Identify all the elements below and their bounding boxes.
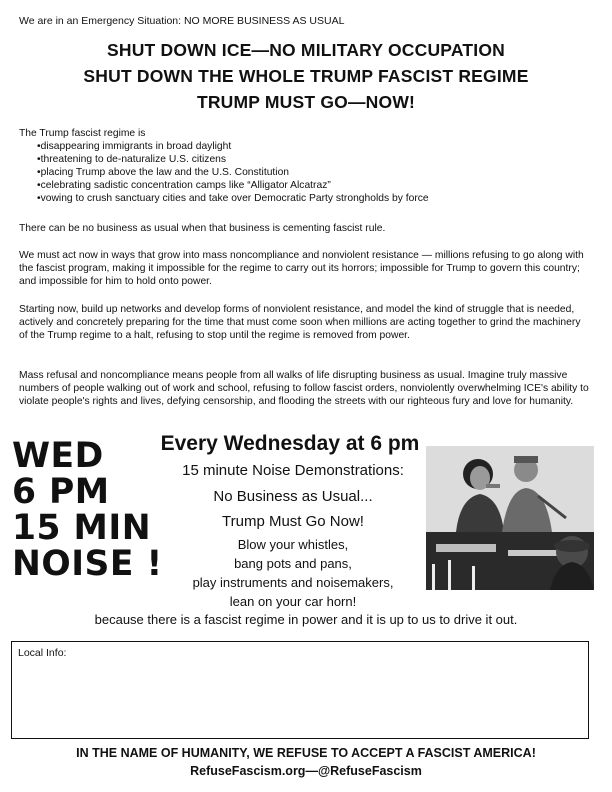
bullet-item: • threatening to de-naturalize U.S. citizens — [37, 153, 591, 166]
center-line: Blow your whistles, — [237, 537, 349, 552]
bullet-list — [19, 140, 591, 205]
center-line: Trump Must Go Now! — [222, 513, 364, 530]
center-line: 15 minute Noise Demonstrations: — [182, 462, 404, 479]
footer-website[interactable]: RefuseFascism.org—@RefuseFascism — [190, 764, 422, 778]
headline-1: SHUT DOWN ICE—NO MILITARY OCCUPATION — [106, 40, 506, 60]
center-line: No Business as Usual... — [213, 488, 373, 505]
footer-slogan: IN THE NAME OF HUMANITY, WE REFUSE TO ACCEPT A FASCIST AMERICA! — [76, 746, 536, 760]
because-line: because there is a fascist regime in power and it is up to us to drive it out. — [94, 612, 518, 627]
callout-line: 15 MIN — [12, 508, 152, 548]
headline-3: TRUMP MUST GO—NOW! — [196, 92, 416, 112]
local-info-box[interactable] — [11, 641, 589, 739]
intro-text: The Trump fascist regime is — [19, 128, 146, 139]
callout-line: 6 PM — [12, 472, 110, 512]
paragraph-1: There can be no business as usual when that business is cementing fascist rule. — [19, 223, 386, 234]
intro-block — [19, 127, 591, 205]
bullet-item: • vowing to crush sanctuary cities and take over Democratic Party strongholds by force — [37, 192, 591, 205]
local-info-label: Local Info: — [18, 647, 67, 659]
paragraph-4: Mass refusal and noncompliance means people from all walks of life disrupting business as usual. Imagine truly massive numbers of people walking out of work and school, refusing to follow fascist orders, nonviolently overwhelming ICE's ability to violate people's rights and lives, defying censorship, and flooding the streets with our righteous fury and love for humanity. — [19, 370, 589, 407]
wednesday-heading: Every Wednesday at 6 pm — [160, 432, 420, 455]
bullet-item: • placing Trump above the law and the U.S. Constitution — [37, 166, 591, 179]
paragraph-2: We must act now in ways that grow into mass noncompliance and nonviolent resistance — millions refusing to go along with the fascist program, making it impossible for the regime to carry out its horrors; impossible for Trump to govern this country; and impossible for him to hold onto power. — [19, 250, 584, 287]
protest-photo — [426, 446, 594, 590]
bullet-item: • celebrating sadistic concentration camps like “Alligator Alcatraz” — [37, 179, 591, 192]
protest-photo-illustration — [426, 446, 594, 590]
paragraph-3: Starting now, build up networks and develop forms of nonviolent resistance, and model the kind of struggle that is needed, actively and concretely preparing for the time that must come soon when millions are acting together to grind the machinery of the Trump regime to a halt, refusing to stop until the regime is removed from power. — [19, 304, 581, 341]
callout-line: WED — [12, 436, 104, 476]
bullet-item: • disappearing immigrants in broad daylight — [37, 140, 591, 153]
center-line: lean on your car horn! — [229, 594, 357, 609]
center-line: bang pots and pans, — [234, 556, 352, 571]
callout-line: NOISE ! — [12, 544, 163, 584]
top-line: We are in an Emergency Situation: NO MORE BUSINESS AS USUAL — [19, 15, 345, 27]
headline-2: SHUT DOWN THE WHOLE TRUMP FASCIST REGIME — [83, 66, 529, 86]
center-line: play instruments and noisemakers, — [192, 575, 394, 590]
